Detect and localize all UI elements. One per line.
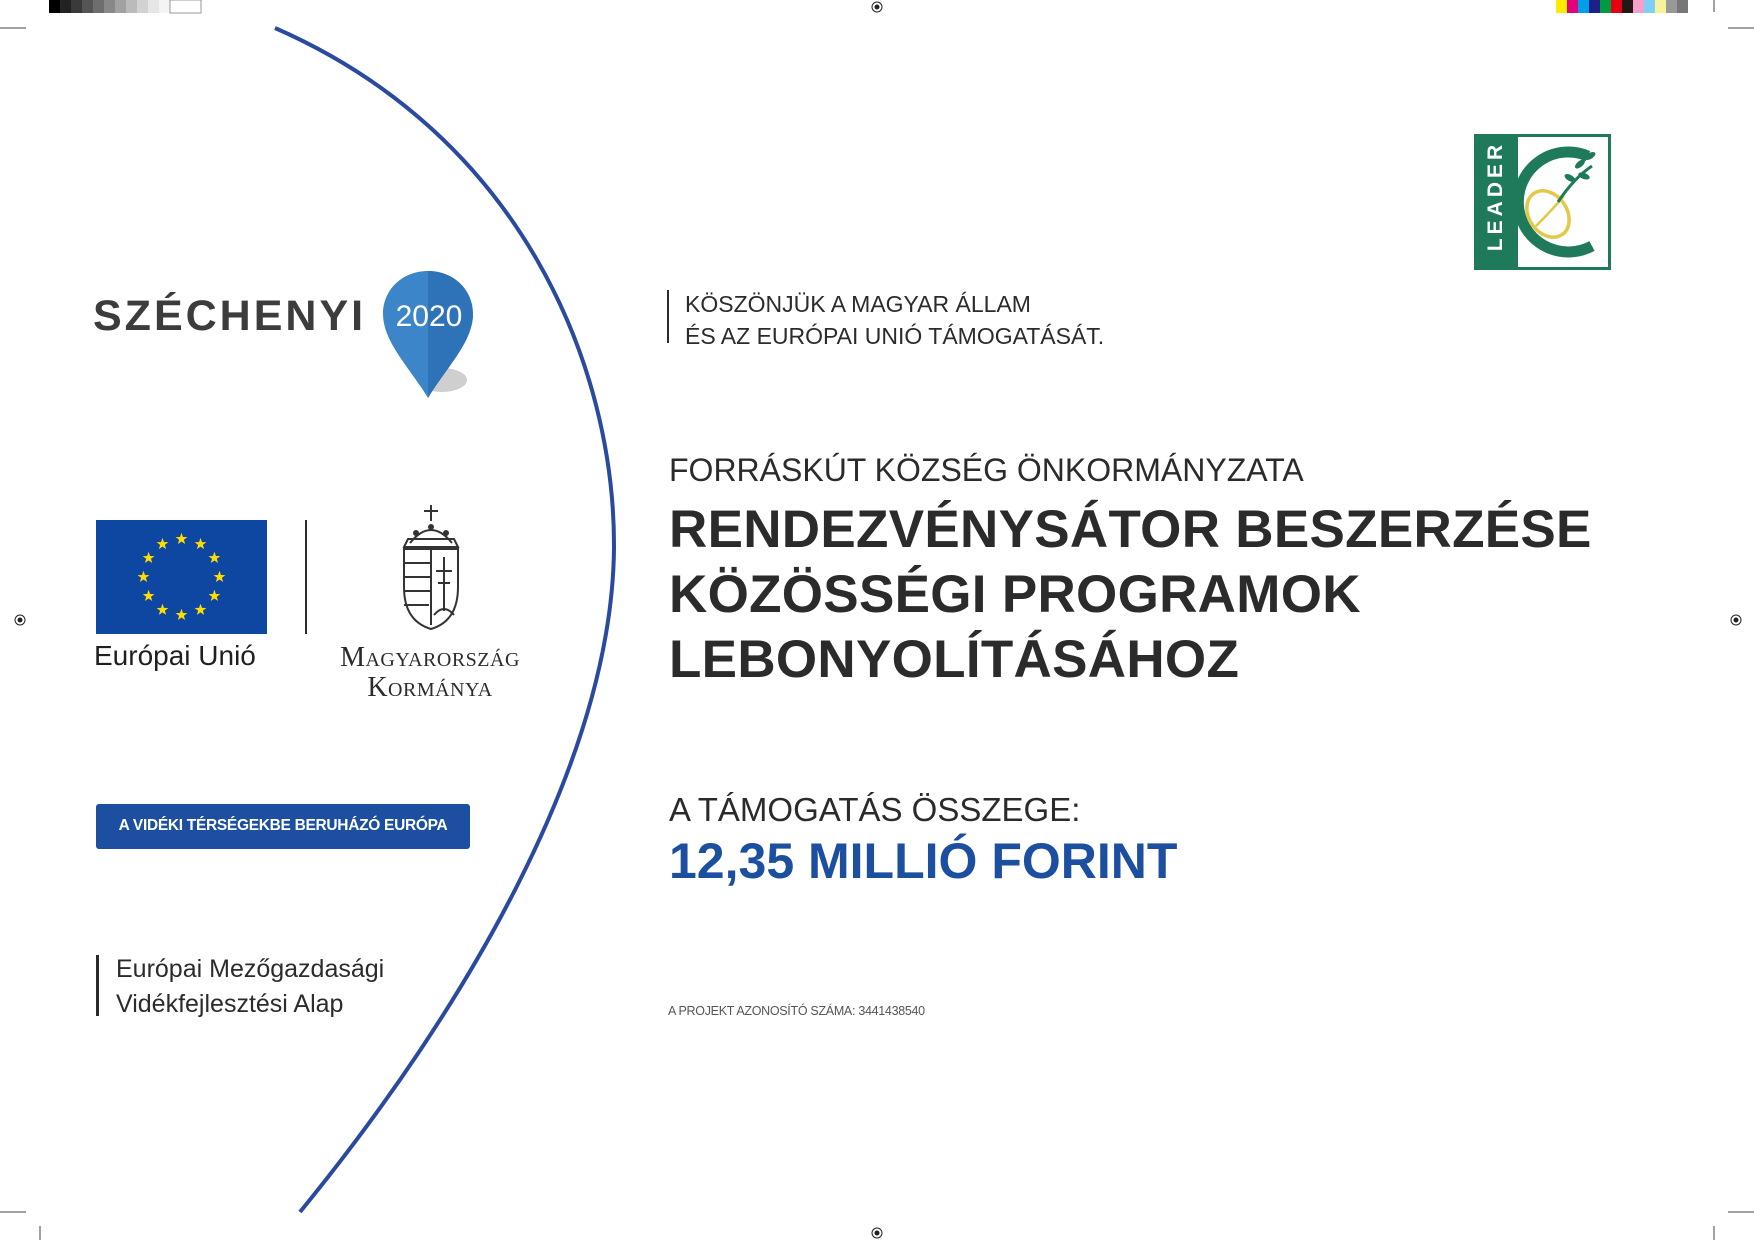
thanks-statement — [685, 288, 1104, 352]
hungarian-coat-of-arms-icon — [396, 503, 466, 633]
project-title — [669, 497, 1592, 692]
eu-star-icon — [176, 609, 188, 620]
logo-divider — [305, 520, 307, 634]
support-amount-value: 12,35 MILLIÓ FORINT — [669, 833, 1178, 889]
eu-star-icon — [209, 590, 221, 601]
project-title-line3: LEBONYOLÍTÁSÁHOZ — [669, 630, 1240, 689]
fund-name-line1: Európai Mezőgazdasági — [116, 955, 385, 983]
eu-star-icon — [157, 604, 169, 615]
eu-star-icon — [138, 571, 150, 582]
project-id: A PROJEKT AZONOSÍTÓ SZÁMA: 3441438540 — [668, 1004, 925, 1018]
beneficiary-name: FORRÁSKÚT KÖZSÉG ÖNKORMÁNYZATA — [669, 452, 1304, 488]
gov-label-line1: Magyarország — [340, 642, 520, 673]
leader-logo-text: LEADER — [1484, 140, 1507, 252]
eu-star-icon — [195, 604, 207, 615]
rural-europe-badge-text: A VIDÉKI TÉRSÉGEKBE BERUHÁZÓ EURÓPA — [118, 817, 448, 834]
eu-star-icon — [143, 552, 155, 563]
thanks-line2: ÉS AZ EURÓPAI UNIÓ TÁMOGATÁSÁT. — [685, 323, 1105, 349]
szechenyi-year: 2020 — [395, 300, 463, 333]
eu-stars-icon — [96, 520, 267, 634]
eu-star-icon — [157, 538, 169, 549]
eu-star-icon — [143, 590, 155, 601]
szechenyi-pin-icon — [380, 268, 480, 404]
fund-name — [116, 952, 384, 1022]
thanks-line1: KÖSZÖNJÜK A MAGYAR ÁLLAM — [685, 291, 1031, 317]
thanks-divider — [667, 290, 669, 343]
szechenyi-wordmark: SZÉCHENYI — [93, 292, 367, 340]
leader-leaf-icon — [1518, 134, 1611, 270]
support-amount-label: A TÁMOGATÁS ÖSSZEGE: — [669, 791, 1081, 828]
hungarian-government-label — [325, 643, 535, 703]
project-title-line2: KÖZÖSSÉGI PROGRAMOK — [669, 565, 1361, 624]
eu-star-icon — [195, 538, 207, 549]
eu-star-icon — [209, 552, 221, 563]
fund-divider — [96, 955, 99, 1016]
gov-label-line2: Kormánya — [367, 672, 493, 703]
eu-star-icon — [176, 533, 188, 544]
eu-label: Európai Unió — [94, 640, 256, 671]
project-title-line1: RENDEZVÉNYSÁTOR BESZERZÉSE — [669, 500, 1592, 559]
eu-star-icon — [214, 571, 226, 582]
fund-name-line2: Vidékfejlesztési Alap — [116, 990, 344, 1018]
